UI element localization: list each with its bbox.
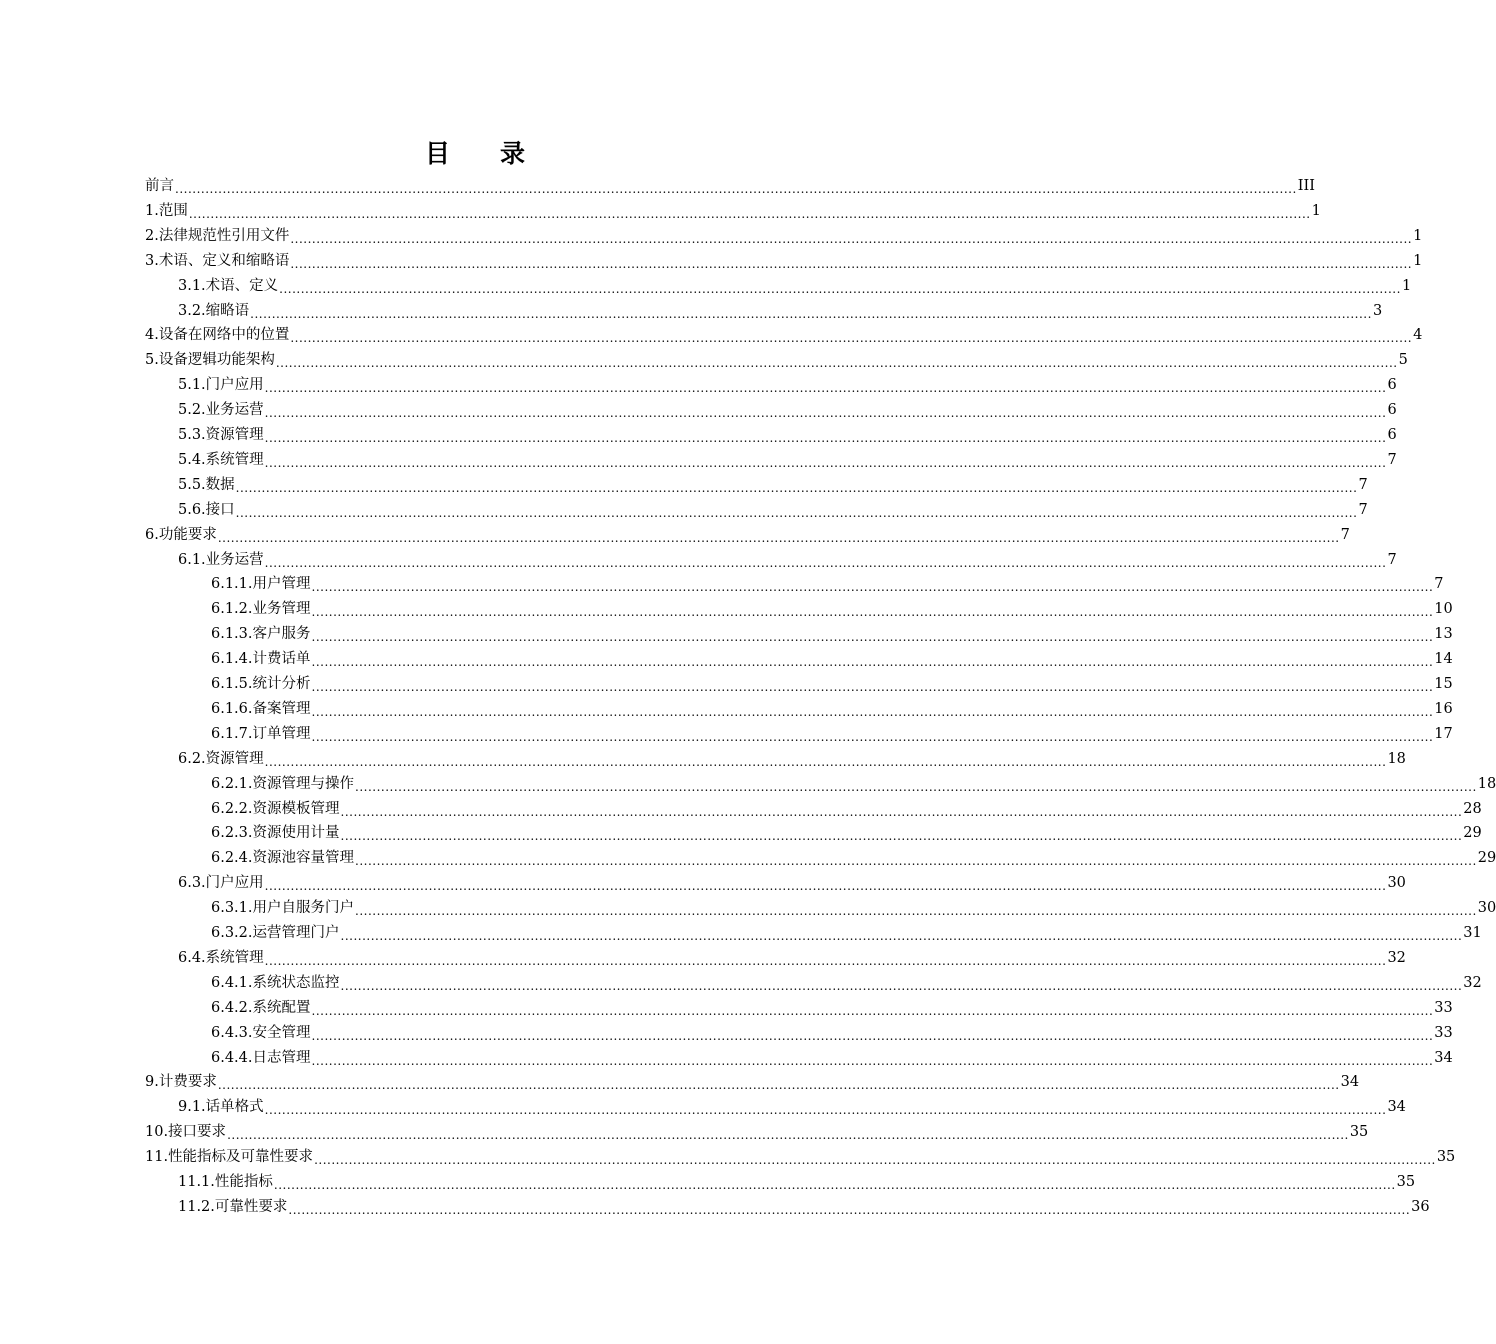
toc-entry[interactable] bbox=[178, 473, 1368, 497]
toc-entry-label: 客户服务 bbox=[252, 626, 311, 643]
toc-leader-dots: .................................................................................................................................................................................................................................................................... bbox=[264, 1103, 1387, 1118]
toc-leader-dots: .................................................................................................................................................................................................................................................................... bbox=[264, 381, 1387, 396]
toc-entry[interactable] bbox=[211, 597, 1453, 621]
toc-entry-page: 32 bbox=[1463, 974, 1482, 991]
toc-leader-dots: .................................................................................................................................................................................................................................................................... bbox=[355, 904, 1477, 919]
toc-entry-label: 法律规范性引用文件 bbox=[158, 227, 290, 244]
toc-entry[interactable] bbox=[145, 224, 1423, 248]
toc-leader-dots: .................................................................................................................................................................................................................................................................... bbox=[355, 854, 1477, 869]
toc-leader-dots: .................................................................................................................................................................................................................................................................... bbox=[235, 480, 1358, 495]
toc-entry-page: 15 bbox=[1434, 676, 1453, 692]
toc-leader-dots: .................................................................................................................................................................................................................................................................... bbox=[290, 256, 1413, 271]
toc-entry-label: 言 bbox=[159, 178, 174, 194]
toc-leader-dots: .................................................................................................................................................................................................................................................................... bbox=[340, 929, 1463, 943]
toc-entry-label: 缩略语 bbox=[205, 302, 250, 319]
toc-entry-label: 计费要求 bbox=[158, 1074, 217, 1091]
toc-entry[interactable] bbox=[145, 249, 1423, 273]
toc-entry[interactable] bbox=[178, 299, 1383, 323]
toc-entry-label: 资源管理与操作 bbox=[252, 775, 355, 792]
toc-entry-page: 7 bbox=[1387, 551, 1397, 568]
toc-entry-page: 35 bbox=[1349, 1124, 1369, 1141]
toc-title: 目 录 bbox=[424, 139, 525, 168]
toc-entry[interactable] bbox=[178, 274, 1412, 298]
toc-entry-page: 4 bbox=[1413, 327, 1423, 344]
toc-entry-number: 2. bbox=[145, 227, 159, 244]
toc-entry[interactable] bbox=[145, 174, 1315, 198]
toc-entry-page: 5 bbox=[1398, 352, 1408, 369]
toc-leader-dots: .................................................................................................................................................................................................................................................................... bbox=[311, 729, 1434, 744]
toc-entry-number: 6.4. bbox=[178, 949, 206, 966]
toc-entry-page: 7 bbox=[1434, 576, 1444, 593]
toc-entry-number: 6.4.1. bbox=[211, 974, 253, 991]
toc-entry-page: 36 bbox=[1411, 1198, 1430, 1215]
toc-entry-label: 术语、定义 bbox=[205, 277, 279, 294]
toc-entry-label: 资源使用计量 bbox=[252, 825, 340, 842]
toc-entry-number: 10. bbox=[145, 1124, 169, 1141]
toc-entry-number: 6. bbox=[145, 526, 159, 543]
toc-entry-label: 系统管理 bbox=[205, 451, 264, 468]
toc-entry[interactable] bbox=[211, 622, 1453, 646]
toc-entry-label: 门户应用 bbox=[205, 377, 264, 394]
toc-entry[interactable] bbox=[211, 971, 1482, 995]
toc-leader-dots: .................................................................................................................................................................................................................................................................... bbox=[340, 978, 1463, 993]
toc-entry[interactable] bbox=[211, 1046, 1453, 1070]
toc-leader-dots: .................................................................................................................................................................................................................................................................... bbox=[227, 1128, 1349, 1143]
toc-entry-number: 前 bbox=[145, 178, 160, 194]
toc-leader-dots: .................................................................................................................................................................................................................................................................... bbox=[311, 680, 1434, 694]
toc-entry-page: 6 bbox=[1387, 427, 1397, 443]
toc-entry-page: 17 bbox=[1434, 725, 1453, 742]
toc-entry-number: 5.2. bbox=[178, 402, 206, 419]
toc-entry-label: 数据 bbox=[205, 476, 235, 493]
toc-entry[interactable] bbox=[178, 498, 1368, 522]
toc-entry-label: 设备逻辑功能架构 bbox=[158, 352, 275, 369]
toc-leader-dots: .................................................................................................................................................................................................................................................................... bbox=[311, 704, 1434, 719]
toc-entry-number: 4. bbox=[145, 327, 159, 344]
toc-entry-page: 34 bbox=[1340, 1074, 1360, 1091]
toc-entry-number: 6.1.6. bbox=[211, 700, 253, 717]
toc-leader-dots: .................................................................................................................................................................................................................................................................... bbox=[264, 455, 1387, 470]
toc-entry-label: 话单格式 bbox=[205, 1099, 264, 1116]
toc-entry-number: 6.3.1. bbox=[211, 900, 253, 917]
toc-entry-number: 9. bbox=[145, 1074, 159, 1091]
toc-entry-number: 3.2. bbox=[178, 302, 206, 319]
toc-entry-page: 30 bbox=[1477, 900, 1496, 917]
toc-entry-label: 订单管理 bbox=[252, 725, 311, 742]
toc-leader-dots: .................................................................................................................................................................................................................................................................... bbox=[217, 530, 1340, 545]
toc-entry-page: 28 bbox=[1463, 800, 1482, 817]
toc-entry-label: 业务运营 bbox=[205, 551, 264, 568]
toc-entry-number: 6.1.4. bbox=[211, 651, 253, 668]
toc-entry-label: 用户管理 bbox=[252, 576, 311, 593]
toc-entry-number: 6.3. bbox=[178, 875, 206, 892]
toc-entry-number: 5.6. bbox=[178, 501, 206, 518]
toc-entry-page: III bbox=[1297, 178, 1315, 194]
toc-entry[interactable] bbox=[145, 323, 1423, 347]
toc-leader-dots: .................................................................................................................................................................................................................................................................... bbox=[264, 953, 1387, 968]
toc-entry[interactable] bbox=[178, 1095, 1406, 1119]
toc-leader-dots: .................................................................................................................................................................................................................................................................... bbox=[290, 231, 1413, 246]
toc-entry-number: 6.1.2. bbox=[211, 601, 253, 618]
toc-leader-dots: .................................................................................................................................................................................................................................................................... bbox=[288, 1202, 1411, 1217]
toc-entry-page: 7 bbox=[1340, 526, 1350, 543]
toc-entry-page: 7 bbox=[1358, 476, 1368, 493]
toc-entry-number: 6.4.3. bbox=[211, 1024, 253, 1041]
toc-entry-number: 3.1. bbox=[178, 277, 206, 294]
toc-entry-number: 6.2. bbox=[178, 750, 206, 767]
toc-entry[interactable] bbox=[145, 1145, 1456, 1169]
toc-leader-dots: .................................................................................................................................................................................................................................................................... bbox=[311, 630, 1434, 645]
toc-entry[interactable] bbox=[178, 946, 1406, 970]
toc-entry[interactable] bbox=[178, 548, 1397, 572]
toc-entry-number: 6.4.4. bbox=[211, 1049, 253, 1066]
toc-leader-dots: .................................................................................................................................................................................................................................................................... bbox=[311, 1003, 1434, 1018]
toc-entry[interactable] bbox=[211, 996, 1453, 1020]
toc-entry-page: 6 bbox=[1387, 377, 1397, 394]
toc-entry-label: 接口要求 bbox=[168, 1124, 227, 1141]
toc-leader-dots: .................................................................................................................................................................................................................................................................... bbox=[264, 406, 1387, 421]
toc-entry-page: 35 bbox=[1436, 1149, 1456, 1166]
toc-leader-dots: .................................................................................................................................................................................................................................................................... bbox=[264, 754, 1387, 769]
toc-entry[interactable] bbox=[178, 423, 1397, 447]
toc-entry-label: 系统管理 bbox=[205, 949, 264, 966]
toc-leader-dots: .................................................................................................................................................................................................................................................................... bbox=[290, 331, 1413, 346]
toc-entry-number: 5.1. bbox=[178, 377, 206, 394]
toc-entry-page: 18 bbox=[1387, 750, 1406, 767]
toc-entry-page: 16 bbox=[1434, 700, 1453, 717]
toc-entry-page: 29 bbox=[1477, 850, 1496, 867]
toc-entry-number: 11.2. bbox=[178, 1198, 215, 1215]
toc-leader-dots: .................................................................................................................................................................................................................................................................... bbox=[235, 505, 1358, 520]
toc-leader-dots: .................................................................................................................................................................................................................................................................... bbox=[355, 779, 1477, 794]
toc-entry-label: 备案管理 bbox=[252, 700, 311, 717]
toc-entry-label: 资源管理 bbox=[205, 427, 264, 443]
toc-leader-dots: .................................................................................................................................................................................................................................................................... bbox=[264, 879, 1387, 894]
toc-entry-label: 业务管理 bbox=[252, 601, 311, 618]
toc-entry-page: 10 bbox=[1434, 601, 1453, 618]
toc-leader-dots: .................................................................................................................................................................................................................................................................... bbox=[311, 605, 1434, 620]
toc-entry-number: 6.1.1. bbox=[211, 576, 253, 593]
toc-entry-page: 33 bbox=[1434, 999, 1453, 1016]
toc-entry-number: 6.3.2. bbox=[211, 925, 253, 941]
toc-leader-dots: .................................................................................................................................................................................................................................................................... bbox=[340, 829, 1463, 844]
toc-entry-number: 6.2.3. bbox=[211, 825, 253, 842]
toc-entry[interactable] bbox=[145, 1120, 1369, 1144]
toc-leader-dots: .................................................................................................................................................................................................................................................................... bbox=[264, 431, 1387, 445]
toc-entry[interactable] bbox=[178, 1195, 1430, 1219]
toc-entry[interactable] bbox=[178, 871, 1406, 895]
toc-entry[interactable] bbox=[211, 572, 1444, 596]
toc-entry-number: 6.1.7. bbox=[211, 725, 253, 742]
toc-entry-label: 术语、定义和缩略语 bbox=[158, 252, 290, 269]
toc-entry[interactable] bbox=[211, 797, 1482, 821]
toc-entry[interactable] bbox=[211, 722, 1453, 746]
toc-entry-label: 安全管理 bbox=[252, 1024, 311, 1041]
toc-entry[interactable] bbox=[211, 896, 1496, 920]
toc-entry[interactable] bbox=[178, 1170, 1416, 1194]
toc-leader-dots: .................................................................................................................................................................................................................................................................... bbox=[311, 580, 1434, 595]
toc-entry-page: 14 bbox=[1434, 651, 1453, 668]
toc-leader-dots: .................................................................................................................................................................................................................................................................... bbox=[311, 1028, 1434, 1043]
toc-entry-number: 11. bbox=[145, 1149, 169, 1166]
toc-leader-dots: .................................................................................................................................................................................................................................................................... bbox=[314, 1153, 1436, 1168]
toc-entry-label: 资源管理 bbox=[205, 750, 264, 767]
toc-entry-page: 1 bbox=[1413, 252, 1423, 269]
toc-entry-page: 34 bbox=[1387, 1099, 1406, 1116]
toc-leader-dots: .................................................................................................................................................................................................................................................................... bbox=[275, 356, 1398, 371]
toc-entry[interactable] bbox=[211, 697, 1453, 721]
toc-entry-label: 资源模板管理 bbox=[252, 800, 340, 817]
toc-entry-number: 6.4.2. bbox=[211, 999, 253, 1016]
toc-leader-dots: .................................................................................................................................................................................................................................................................... bbox=[175, 182, 1297, 196]
toc-entry[interactable] bbox=[178, 747, 1406, 771]
toc-entry-page: 34 bbox=[1434, 1049, 1453, 1066]
toc-entry-label: 功能要求 bbox=[158, 526, 217, 543]
toc-entry[interactable] bbox=[211, 846, 1496, 870]
toc-entry[interactable] bbox=[211, 772, 1496, 796]
toc-entry-label: 资源池容量管理 bbox=[252, 850, 355, 867]
toc-entry-label: 日志管理 bbox=[252, 1049, 311, 1066]
toc-entry-number: 5.5. bbox=[178, 476, 206, 493]
toc-entry-number: 11.1. bbox=[178, 1174, 215, 1190]
toc-leader-dots: .................................................................................................................................................................................................................................................................... bbox=[264, 555, 1387, 570]
toc-leader-dots: .................................................................................................................................................................................................................................................................... bbox=[188, 206, 1311, 221]
toc-entry-label: 可靠性要求 bbox=[214, 1198, 288, 1215]
toc-entry-number: 6.2.2. bbox=[211, 800, 253, 817]
toc-entry-number: 6.2.1. bbox=[211, 775, 253, 792]
toc-entry-label: 计费话单 bbox=[252, 651, 311, 668]
toc-entry-page: 33 bbox=[1434, 1024, 1453, 1041]
toc-entry-label: 系统配置 bbox=[252, 999, 311, 1016]
toc-entry-number: 6.1.3. bbox=[211, 626, 253, 643]
toc-entry-label: 统计分析 bbox=[252, 676, 311, 692]
toc-leader-dots: .................................................................................................................................................................................................................................................................... bbox=[340, 804, 1463, 819]
toc-entry-number: 1. bbox=[145, 202, 159, 219]
toc-entry[interactable] bbox=[145, 199, 1321, 223]
toc-leader-dots: .................................................................................................................................................................................................................................................................... bbox=[273, 1178, 1396, 1192]
toc-entry[interactable] bbox=[211, 821, 1482, 845]
toc-entry-page: 1 bbox=[1413, 227, 1423, 244]
toc-entry-page: 13 bbox=[1434, 626, 1453, 643]
toc-leader-dots: .................................................................................................................................................................................................................................................................... bbox=[217, 1078, 1340, 1093]
toc-entry[interactable] bbox=[145, 348, 1408, 372]
toc-entry-number: 6.1.5. bbox=[211, 676, 253, 692]
toc-entry-page: 1 bbox=[1401, 277, 1412, 294]
toc-entry-number: 3. bbox=[145, 252, 159, 269]
toc-entry-page: 7 bbox=[1358, 501, 1368, 518]
toc-entry[interactable] bbox=[211, 1021, 1453, 1045]
toc-entry[interactable] bbox=[178, 448, 1397, 472]
toc-entry-number: 5.4. bbox=[178, 451, 206, 468]
toc-entry-page: 32 bbox=[1387, 949, 1406, 966]
toc-entry-number: 6.1. bbox=[178, 551, 206, 568]
toc-entry[interactable] bbox=[211, 672, 1453, 696]
toc-entry-page: 18 bbox=[1477, 775, 1496, 792]
toc-entry-page: 7 bbox=[1387, 451, 1397, 468]
toc-entry-page: 35 bbox=[1396, 1174, 1416, 1190]
toc-entry-label: 性能指标及可靠性要求 bbox=[168, 1149, 314, 1166]
toc-entry[interactable] bbox=[178, 398, 1397, 422]
toc-entry-label: 性能指标 bbox=[214, 1174, 273, 1190]
toc-entry-page: 3 bbox=[1372, 302, 1383, 319]
toc-entry-label: 接口 bbox=[205, 501, 235, 518]
toc-entry-label: 业务运营 bbox=[205, 402, 264, 419]
toc-entry-label: 门户应用 bbox=[205, 875, 264, 892]
toc-entry-page: 30 bbox=[1387, 875, 1406, 892]
toc-leader-dots: .................................................................................................................................................................................................................................................................... bbox=[250, 306, 1372, 321]
toc-entry-label: 用户自服务门户 bbox=[252, 900, 355, 917]
toc-entry-label: 设备在网络中的位置 bbox=[158, 327, 290, 344]
toc-entry-label: 范围 bbox=[158, 202, 188, 219]
toc-entry-label: 运营管理门户 bbox=[252, 925, 340, 941]
toc-entry[interactable] bbox=[145, 1070, 1360, 1094]
toc-entry-number: 5.3. bbox=[178, 427, 206, 443]
toc-entry[interactable] bbox=[211, 921, 1482, 945]
toc-entry-page: 31 bbox=[1463, 925, 1482, 941]
toc-leader-dots: .................................................................................................................................................................................................................................................................... bbox=[311, 655, 1434, 670]
toc-leader-dots: .................................................................................................................................................................................................................................................................... bbox=[311, 1053, 1434, 1068]
toc-entry-label: 系统状态监控 bbox=[252, 974, 340, 991]
toc-entry-number: 5. bbox=[145, 352, 159, 369]
toc-entry-page: 1 bbox=[1311, 202, 1321, 219]
toc-entry[interactable] bbox=[145, 523, 1350, 547]
toc-entry-page: 6 bbox=[1387, 402, 1397, 419]
toc-entry-page: 29 bbox=[1463, 825, 1482, 842]
toc-leader-dots: .................................................................................................................................................................................................................................................................... bbox=[279, 281, 1401, 296]
toc-entry[interactable] bbox=[178, 373, 1397, 397]
toc-entry-number: 9.1. bbox=[178, 1099, 206, 1116]
toc-entry[interactable] bbox=[211, 647, 1453, 671]
toc-entry-number: 6.2.4. bbox=[211, 850, 253, 867]
